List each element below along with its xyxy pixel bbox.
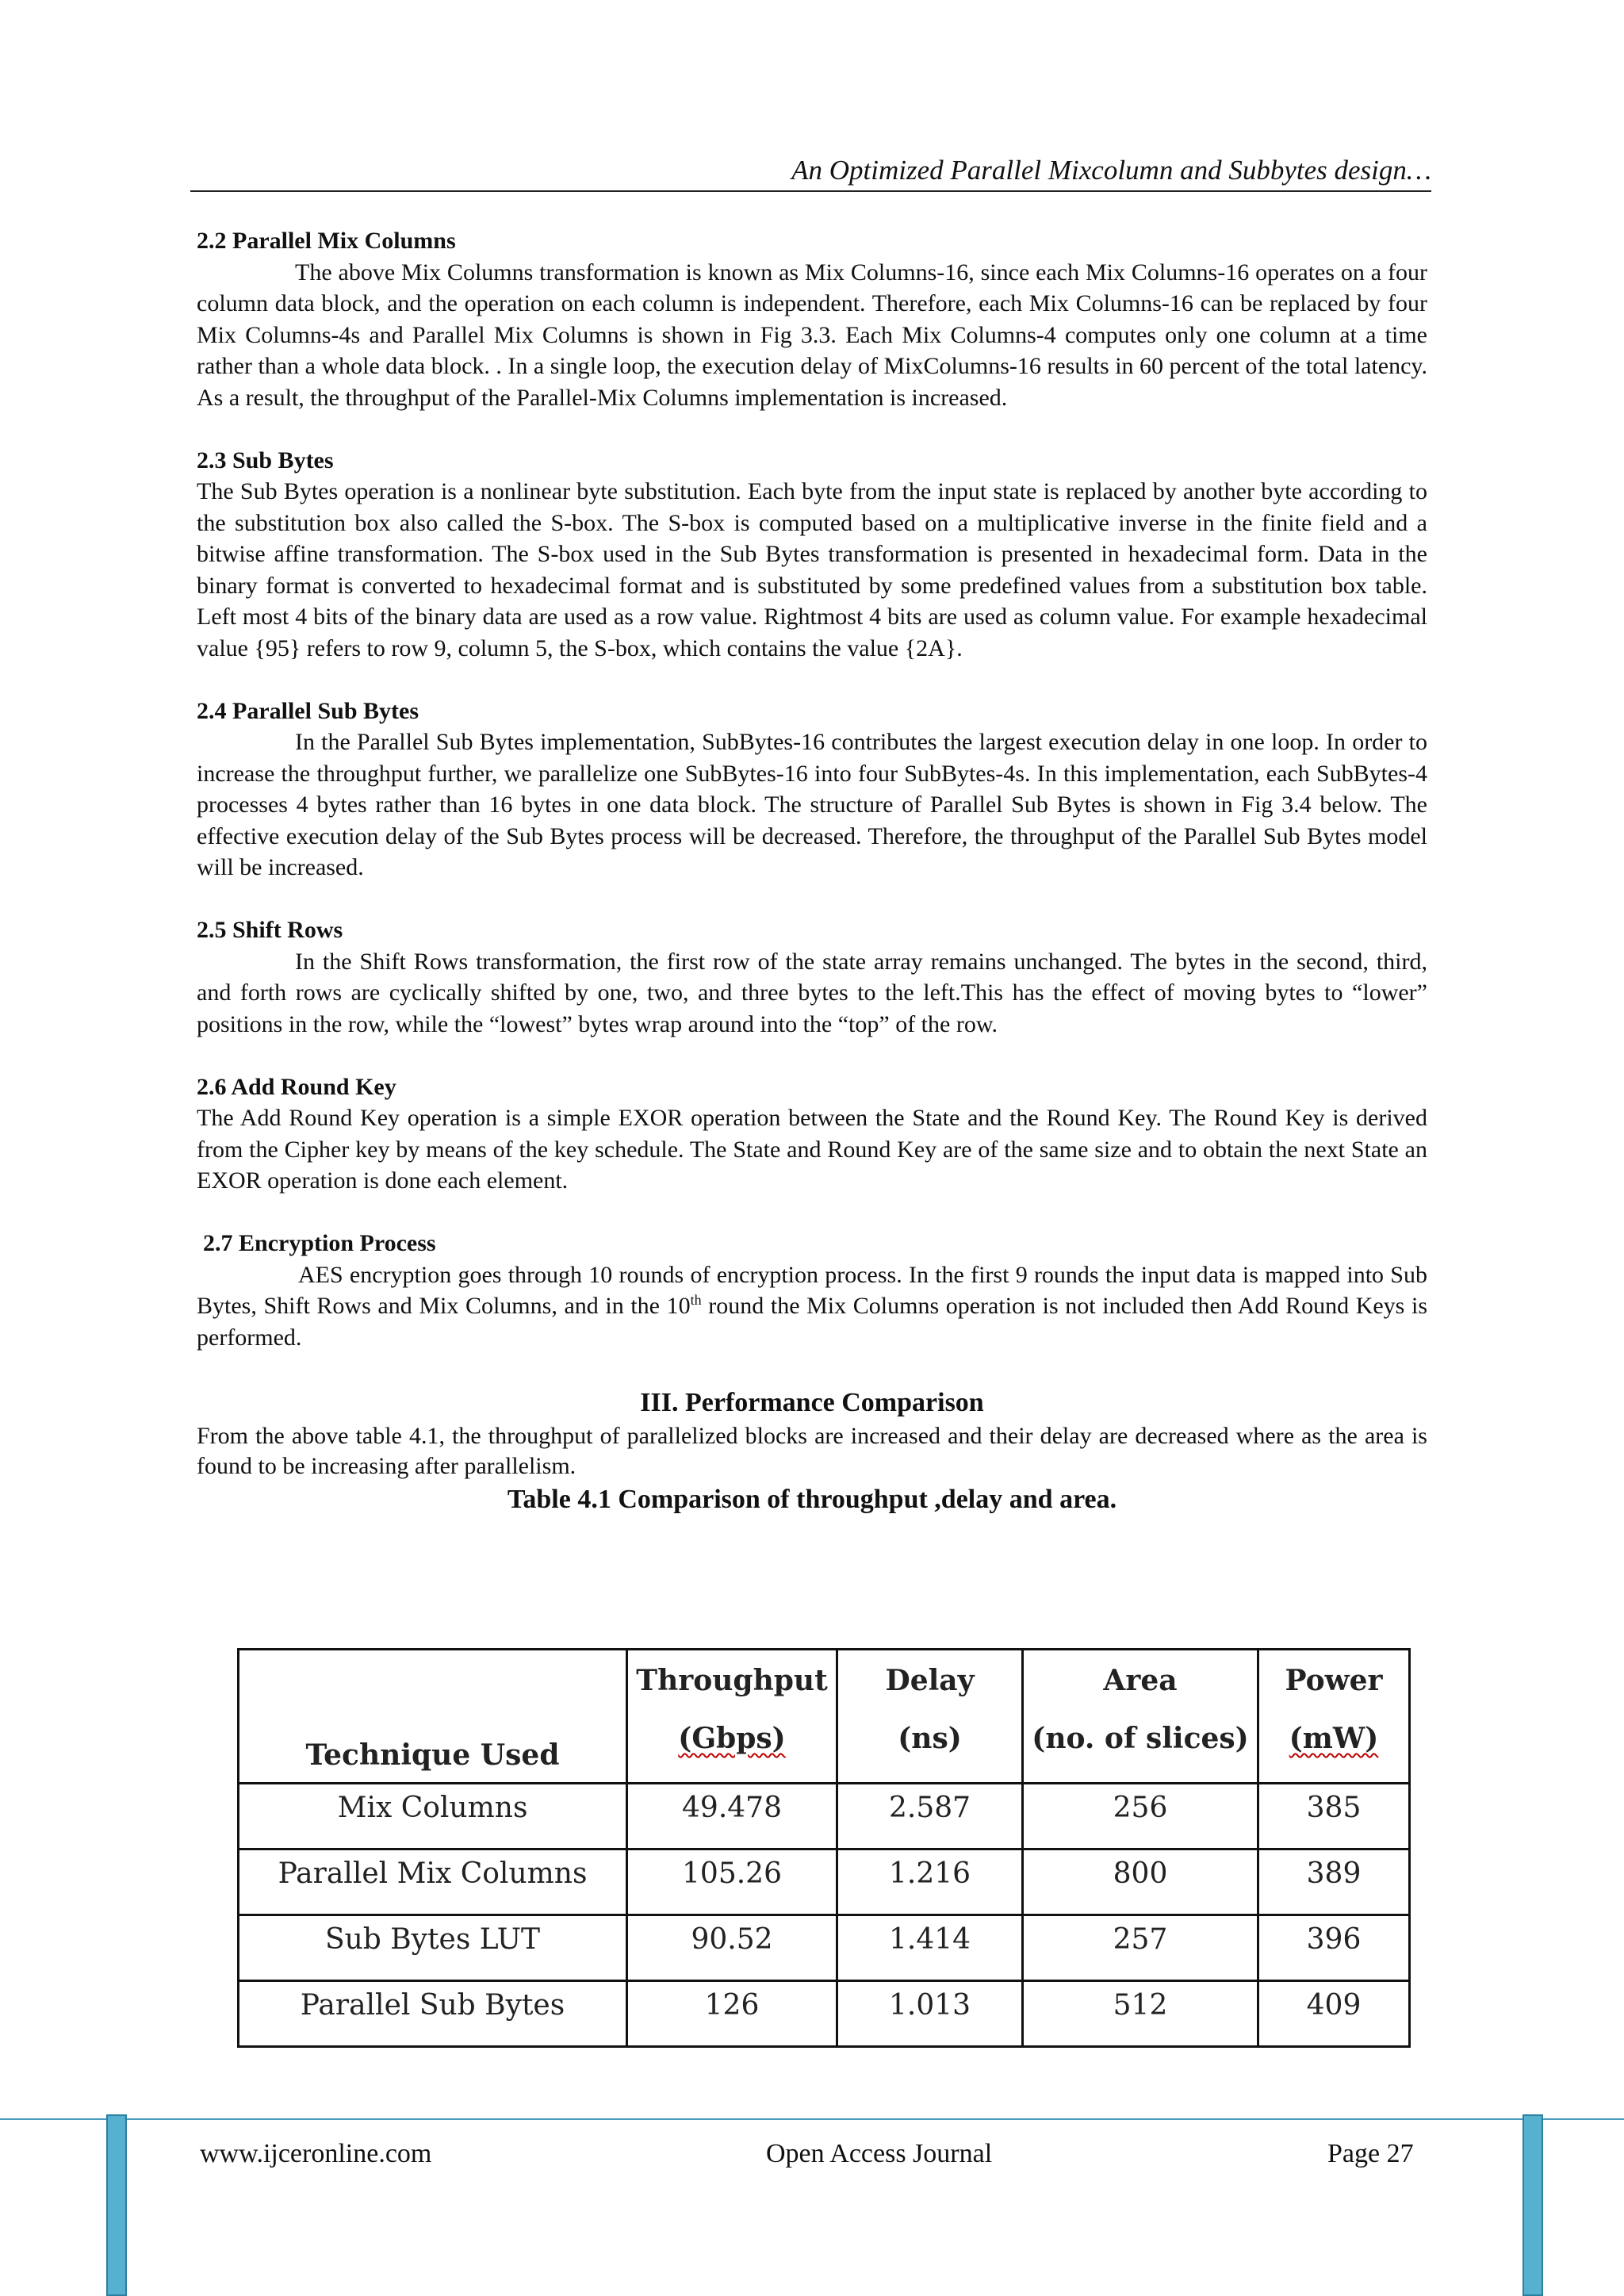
header-label: Area (1103, 1664, 1178, 1697)
table-row (239, 1981, 1410, 2047)
section-heading: 2.2 Parallel Mix Columns (197, 228, 456, 254)
comparison-table (237, 1648, 1411, 2048)
footer-rule (0, 2118, 1624, 2120)
cell-throughput: 105.26 (627, 1849, 837, 1915)
ordinal-superscript: th (690, 1292, 702, 1308)
cell-technique: Parallel Sub Bytes (239, 1981, 627, 2047)
header-rule (190, 190, 1431, 192)
section-heading: 2.3 Sub Bytes (197, 447, 334, 473)
cell-delay: 1.414 (837, 1915, 1023, 1981)
table-header-row (239, 1650, 1410, 1784)
section-sub-bytes (197, 445, 1427, 665)
footer-page-number: Page 27 (1327, 2139, 1414, 2168)
section-paragraph: The Add Round Key operation is a simple EXOR operation between the State and the Round Key. The Round Key is derived from the Cipher key by means of the key schedule. The State and Round Key are of the same size and to obtain the next State an EXOR operation is done each element. (197, 1105, 1427, 1194)
section-heading: 2.7 Encryption Process (203, 1230, 436, 1256)
cell-delay: 2.587 (837, 1784, 1023, 1849)
cell-throughput: 126 (627, 1981, 837, 2047)
section-parallel-mix-columns (197, 225, 1427, 413)
page-body (197, 225, 1427, 1518)
cell-throughput: 49.478 (627, 1784, 837, 1849)
header-unit: (mW) (1289, 1722, 1379, 1755)
cell-delay: 1.013 (837, 1981, 1023, 2047)
cell-power: 409 (1258, 1981, 1410, 2047)
footer-journal: Open Access Journal (766, 2139, 993, 2168)
footer-accent-bar-left (106, 2114, 127, 2296)
header-label: Delay (885, 1664, 975, 1697)
cell-area: 800 (1023, 1849, 1258, 1915)
header-label: Power (1285, 1664, 1383, 1697)
header-delay (837, 1650, 1023, 1784)
performance-paragraph: From the above table 4.1, the throughput of parallelized blocks are increased and their delay are decreased where as the area is found to be increasing after parallelism. (197, 1422, 1427, 1479)
cell-area: 256 (1023, 1784, 1258, 1849)
section-heading: 2.4 Parallel Sub Bytes (197, 697, 419, 724)
header-power (1258, 1650, 1410, 1784)
header-technique: Technique Used (239, 1650, 627, 1784)
cell-technique: Parallel Mix Columns (239, 1849, 627, 1915)
header-unit: (ns) (898, 1722, 962, 1755)
cell-power: 396 (1258, 1915, 1410, 1981)
header-label: Throughput (636, 1664, 828, 1697)
header-throughput (627, 1650, 837, 1784)
section-heading: 2.5 Shift Rows (197, 917, 343, 943)
running-head: An Optimized Parallel Mixcolumn and Subbytes design… (791, 155, 1431, 186)
paragraph-text: round the Mix Columns operation is not included then Add Round Keys is performed. (197, 1293, 1427, 1351)
paragraph-text: AES encryption goes through 10 rounds of encryption process. In the first 9 rounds the input data is mapped into Sub Bytes, Shift Rows and Mix Columns, and in the 10 (197, 1261, 1427, 1319)
section-paragraph (197, 1259, 1427, 1354)
section-shift-rows (197, 914, 1427, 1040)
section-paragraph: In the Parallel Sub Bytes implementation, SubBytes-16 contributes the largest execution delay in one loop. In order to increase the throughput further, we parallelize one SubBytes-16 into four SubBytes-4s. In this implementation, each SubBytes-4 processes 4 bytes rather than 16 bytes in one data block. The structure of Parallel Sub Bytes is shown in Fig 3.4 below. The effective execution delay of the Sub Bytes process will be decreased. Therefore, the throughput of the Parallel Sub Bytes model will be increased. (197, 729, 1427, 880)
header-unit: (Gbps) (678, 1722, 786, 1755)
table-row (239, 1849, 1410, 1915)
footer-website-link[interactable]: www.ijceronline.com (200, 2139, 432, 2168)
table-row (239, 1915, 1410, 1981)
section-add-round-key (197, 1071, 1427, 1197)
section-heading: 2.6 Add Round Key (197, 1073, 396, 1100)
cell-power: 385 (1258, 1784, 1410, 1849)
cell-area: 512 (1023, 1981, 1258, 2047)
table-caption: Table 4.1 Comparison of throughput ,delay and area. (507, 1484, 1117, 1514)
cell-area: 257 (1023, 1915, 1258, 1981)
cell-throughput: 90.52 (627, 1915, 837, 1981)
footer-accent-bar-right (1522, 2114, 1543, 2296)
cell-technique: Mix Columns (239, 1784, 627, 1849)
section-paragraph: The Sub Bytes operation is a nonlinear byte substitution. Each byte from the input state is replaced by another byte according to the substitution box also called the S-box. The S-box is computed based on a multiplicative inverse in the finite field and a bitwise affine transformation. The S-box used in the Sub Bytes transformation is presented in hexadecimal form. Data in the binary format is converted to hexadecimal format and is substituted by some predefined values from a substitution box table. Left most 4 bits of the binary data are used as a row value. Rightmost 4 bits are used as column value. For example hexadecimal value {95} refers to row 9, column 5, the S-box, which contains the value {2A}. (197, 478, 1427, 661)
header-area (1023, 1650, 1258, 1784)
section-parallel-sub-bytes (197, 696, 1427, 884)
section-paragraph: In the Shift Rows transformation, the first row of the state array remains unchanged. The bytes in the second, third, and forth rows are cyclically shifted by one, two, and three bytes to the left.This has the effect of moving bytes to “lower” positions in the row, while the “lowest” bytes wrap around into the “top” of the row. (197, 948, 1427, 1037)
cell-power: 389 (1258, 1849, 1410, 1915)
cell-delay: 1.216 (837, 1849, 1023, 1915)
table-row (239, 1784, 1410, 1849)
section-encryption-process (197, 1228, 1427, 1353)
section-paragraph: The above Mix Columns transformation is known as Mix Columns-16, since each Mix Columns-16 operates on a four column data block, and the operation on each column is independent. Therefore, each Mix Columns-16 can be replaced by four Mix Columns-4s and Parallel Mix Columns is shown in Fig 3.3. Each Mix Columns-4 computes only one column at a time rather than a whole data block. . In a single loop, the execution delay of MixColumns-16 results in 60 percent of the total latency. As a result, the throughput of the Parallel-Mix Columns implementation is increased. (197, 259, 1427, 411)
performance-heading: III. Performance Comparison (640, 1387, 984, 1417)
cell-technique: Sub Bytes LUT (239, 1915, 627, 1981)
header-unit: (no. of slices) (1032, 1722, 1249, 1755)
